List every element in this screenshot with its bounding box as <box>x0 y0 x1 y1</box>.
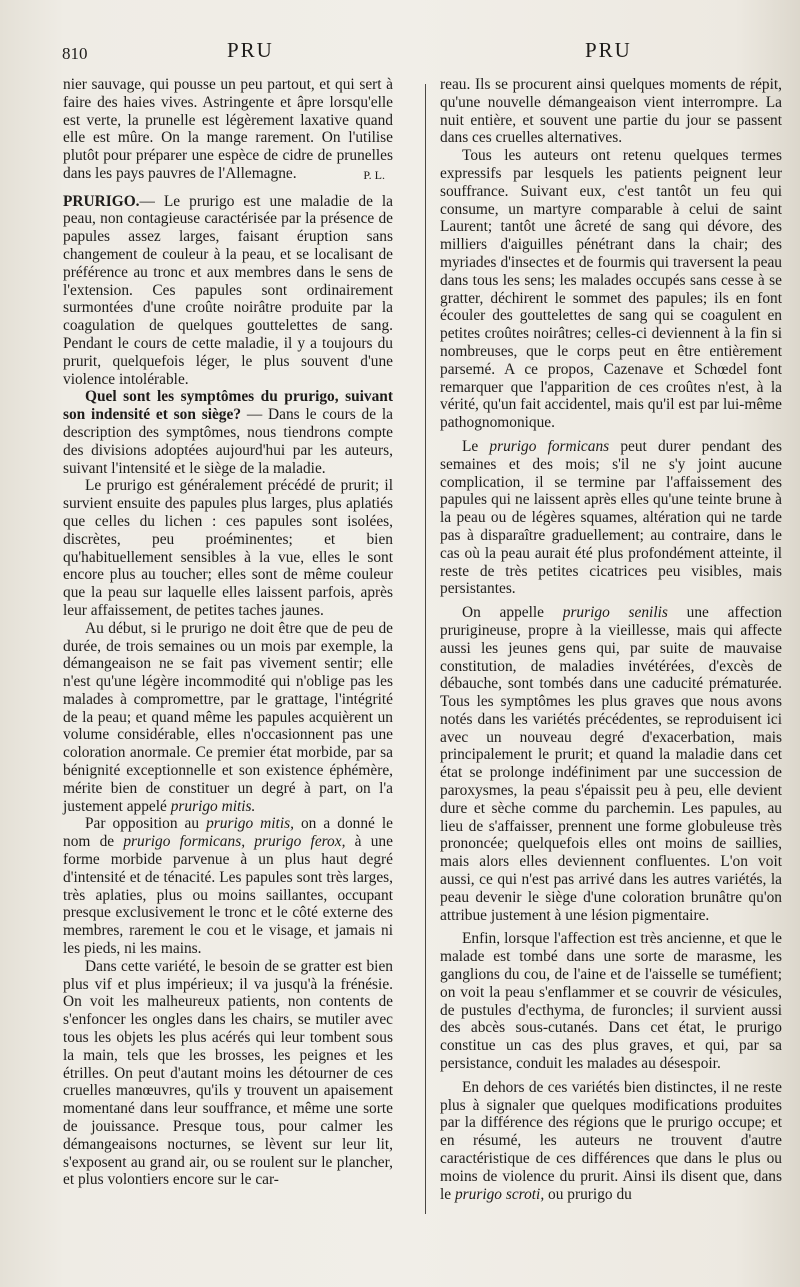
paragraph-variete: Dans cette variété, le besoin de se gratter est bien plus vif et plus impérieux; il va jusqu'à la frénésie. On voit les malheureux patients, non contents de s'enfoncer les ongles dans les chairs, se mutiler avec tous les objets les plus acérés qui leur tombent sous la main, tels que les brosses, les peignes et les étrilles. On peut d'autant moins les détourner de ces cruelles manœuvres, qu'ils y trouvent un apaisement momentané dans leur souffrance, et même une sorte de jouissance. Presque tous, pour calmer les démangeaisons nocturnes, se lèvent sur leur lit, s'exposent au grand air, ou se roulent sur le plancher, et plus volontiers encore sur le car- <box>63 957 393 1189</box>
paragraph-debut <box>63 620 393 816</box>
author-signature: P. L. <box>363 167 385 182</box>
entry-term-prurigo: PRURIGO. <box>63 192 140 210</box>
term-prurigo-scroti: prurigo scroti, <box>454 1185 545 1203</box>
section-question-text: — Dans le cours de la description des symptômes, nous tiendrons compte des divisions adoptées aujourd'hui par les auteurs, suivant l'intensité et le siège de la maladie. <box>63 406 393 477</box>
debut-text: Au début, si le prurigo ne doit être que de peu de durée, de trois semaines ou un mois par exemple, la démangeaison ne se fait pas vivement sentir; elle n'est qu'une légère incommodité qui n'oblige pas les malades à compromettre, par le grattage, l'intégrité de la peau; et quand même les papules acquièrent un volume considérable, elles n'occasionnent pas une coloration anormale. Ce premier état morbide, par sa bénignité exceptionnelle et son existence éphémère, mérite bien de constituer un degré à part, on l'a justement appelé <box>63 619 393 815</box>
paragraph-auteurs: Tous les auteurs ont retenu quelques termes expressifs par lesquels les patients peignent leur souffrance. Suivant eux, c'est tantôt un feu qui consume, un martyre comparable à celui de saint Laurent; tantôt une âcreté de sang qui dévore, des milliers d'aiguilles pénétrant dans la chair; des myriades d'insectes et de fourmis qui traversent la peau dans tous les sens; les malades occupés sans cesse à se gratter, déchirent le sommet des papules; ils en font écouler des gouttelettes de sang qui se coagulent en petites croûtes noirâtres; celles-ci deviennent à la fin si nombreuses, que le corps peut en être entièrement parsemé. A ce propos, Cazenave et Schœdel font remarquer que l'apparition de ces croûtes n'est, à la vérité, qu'un fait accidentel, mais qu'il est par lui-même pathognomonique. <box>440 147 782 432</box>
paragraph-prurigo-definition <box>63 193 393 389</box>
paragraph-formicans <box>440 438 782 598</box>
paragraph-senilis <box>440 604 782 924</box>
dehors-text-a: En dehors de ces variétés bien distinctes, il ne reste plus à signaler que quelques modifications produites par la différence des régions que le prurigo occupe; et en résumé, les auteurs ne trouvent d'autre caractéristique de ces différences que dans le plus ou moins de violence du prurit. Ainsi ils disent que, dans le <box>440 1078 782 1203</box>
column-rule <box>425 84 426 1214</box>
paragraph-en-dehors <box>440 1079 782 1204</box>
term-prurigo-mitis-2: prurigo mitis, <box>206 815 294 833</box>
section-question-heading: Quel sont les symptômes du prurigo, suivant son indensité et son siège? <box>63 388 393 424</box>
formicans-text-a: Le <box>462 437 479 455</box>
right-column <box>440 76 782 1203</box>
term-prurigo-mitis: prurigo mitis. <box>170 797 256 815</box>
senilis-text-b: une affection prurigineuse, propre à la vieillesse, mais qui affecte aussi les jeunes gens qui, par suite de mauvaise constitution, de maladies invétérées, d'excès de débauche, sont tombés dans une caducité prématurée. Tous les symptômes les plus graves que nous avons notés dans les variétés précédentes, se reproduisent ici avec un nouveau degré d'exacerbation, mais principalement le prurit; et quand la maladie dans cet état se prolonge indéfiniment par une succession de paroxysmes, la peau s'épaissit peu à peu, elle devient dure et sèche comme du parchemin. Les papules, au lieu de s'affaisser, prennent une forme globuleuse très prononcée; quelquefois elles ont moins de saillies, mais alors elles deviennent confluentes. L'on voit aussi, ce qui n'est pas arrivé dans les autres variétés, la peau devenir le siège d'une coloration brunâtre qu'on attribue justement à une lésion pigmentaire. <box>440 604 782 924</box>
opposition-text-b: on a donné le nom de <box>63 815 393 851</box>
left-column <box>63 76 393 1189</box>
paragraph-enfin: Enfin, lorsque l'affection est très ancienne, et que le malade est tombé dans une sorte de marasme, les ganglions du cou, de l'aine et de l'aisselle se tuméfient; on voit la peau s'enflammer et se couvrir de vésicules, de pustules d'ecthyma, de furoncles; il survient aussi des abcès sous-cutanés. Dans cet état, le prurigo constitue un cas des plus graves, et qui, par sa persistance, conduit les malades au désespoir. <box>440 930 782 1073</box>
paragraph-opposition <box>63 815 393 957</box>
prurigo-definition-text: — Le prurigo est une maladie de la peau, non contagieuse caractérisée par la présence de papules assez larges, faisant éruption sans changement de couleur à la peau, et se localisant de préférence au tronc et aux membres dans le sens de l'extension. Ces papules sont ordinairement surmontées d'une croûte noirâtre produite par la coagulation de quelques gouttelettes de sang. Pendant le cours de cette maladie, il y a toujours du prurit, quelquefois léger, le plus souvent d'une violence intolérable. <box>63 192 393 388</box>
dehors-text-b: ou prurigo du <box>548 1185 632 1203</box>
running-head-left: PRU <box>227 38 274 62</box>
opposition-text-c: à une forme morbide parvenue à un plus haut degré d'intensité et de ténacité. Les papules sont très larges, très aplaties, plus ou moins saillantes, occupant presque exclusivement le tronc et le côté externe des membres, rarement le cou et le visage, et jamais ni les pieds, ni les mains. <box>63 833 393 958</box>
paragraph-lichen: Le prurigo est généralement précédé de prurit; il survient ensuite des papules plus larges, plus aplatiés que celles du lichen : ces papules sont isolées, discrètes, peu proéminentes; et bien qu'habituellement sensibles à la vue, elles le sont encore plus au toucher; elles sont de même couleur que la peau sur laquelle elles laissent parfois, après leur affaissement, de petites taches jaunes. <box>63 477 393 619</box>
term-prurigo-senilis: prurigo senilis <box>562 604 668 622</box>
term-prurigo-formicans-ferox: prurigo formicans, prurigo ferox, <box>123 833 346 851</box>
paragraph-prunier-end: nier sauvage, qui pousse un peu partout, et qui sert à faire des haies vives. Astringente et âpre lorsqu'elle est verte, la prunelle est légèrement laxative quand elle est mûre. On la mange rarement. On l'utilise plutôt pour préparer une espèce de cidre de prunelles dans les pays pauvres de l'Allemagne. <box>63 76 393 182</box>
term-prurigo-formicans: prurigo formicans <box>489 437 610 455</box>
paragraph-continuation: reau. Ils se procurent ainsi quelques moments de répit, qu'une nouvelle démangeaison vient interrompre. La nuit entière, et souvent une partie du jour se passent dans ces cruelles alternatives. <box>440 76 782 147</box>
formicans-text-b: peut durer pendant des semaines et des mois; s'il ne s'y joint aucune complication, il se termine par l'affaissement des papules qui ne laissent après elles qu'une teinte brune à la peau ou de légères squames, altération qui ne tarde pas à disparaître graduellement; au contraire, dans le cas où la peau aurait été plus profondément atteinte, il reste de très petites cicatrices peu visibles, mais persistantes. <box>440 437 782 598</box>
page-number: 810 <box>62 44 88 63</box>
senilis-text-a: On appelle <box>462 604 544 622</box>
page-header <box>0 36 800 70</box>
opposition-text-a: Par opposition au <box>85 815 200 833</box>
running-head-right: PRU <box>585 38 632 62</box>
paragraph-symptoms-question <box>63 388 393 477</box>
